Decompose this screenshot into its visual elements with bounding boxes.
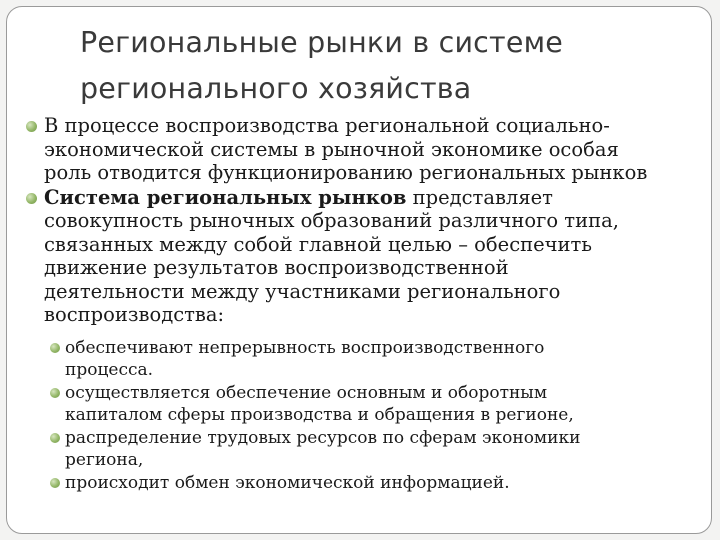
sub-bullet-list [0,337,720,494]
bullet-2-line-1 [44,186,720,210]
bullet-2-line-6: воспроизводства: [44,303,225,326]
sub-bullet-item-4 [0,472,720,494]
bullet-1-line-2: экономической системы в рыночной экономике особая [44,137,619,161]
bullet-1-line-3: роль отводится функционированию региональных рынков [44,161,648,184]
slide-title-line-1: Региональные рынки в системе [80,26,564,59]
slide-title [80,20,563,112]
green-dot-icon [50,433,60,443]
sub-bullet-item-1 [0,337,720,381]
green-dot-icon [50,478,60,488]
sub-bullet-3-line-2: региона, [65,449,144,470]
bullet-item-1 [0,114,720,185]
green-dot-icon [50,343,60,353]
bullet-2-bold-term: Система региональных рынков [44,185,407,209]
bullet-2-first-rest: представляет [406,185,553,209]
sub-bullet-2-line-1: осуществляется обеспечение основным и оборотным [65,382,548,403]
bullet-2-line-2: совокупность рыночных образований различного типа, [44,209,619,232]
sub-bullet-1-line-2: процесса. [65,359,154,380]
sub-bullet-4-line-1: происходит обмен экономической информацией. [65,472,510,493]
bullet-2-line-5: деятельности между участниками регионального [44,279,561,303]
sub-bullet-1-line-1: обеспечивают непрерывность воспроизводственного [65,337,545,358]
sub-bullet-item-3 [0,427,720,471]
sub-bullet-2-line-2: капиталом сферы производства и обращения в регионе, [65,404,574,425]
slide-title-line-2: регионального хозяйства [80,72,472,105]
sub-bullet-3-line-1: распределение трудовых ресурсов по сферам экономики [65,427,581,448]
bullet-1-line-1: В процессе воспроизводства региональной социально- [44,114,610,137]
green-dot-icon [50,388,60,398]
bullet-2-line-3: связанных между собой главной целью – обеспечить [44,232,592,256]
green-dot-icon [26,121,37,132]
bullet-2-line-4: движение результатов воспроизводственной [44,256,509,279]
slide-content [0,114,720,495]
bullet-item-2 [0,186,720,327]
sub-bullet-item-2 [0,382,720,426]
green-dot-icon [26,193,37,204]
